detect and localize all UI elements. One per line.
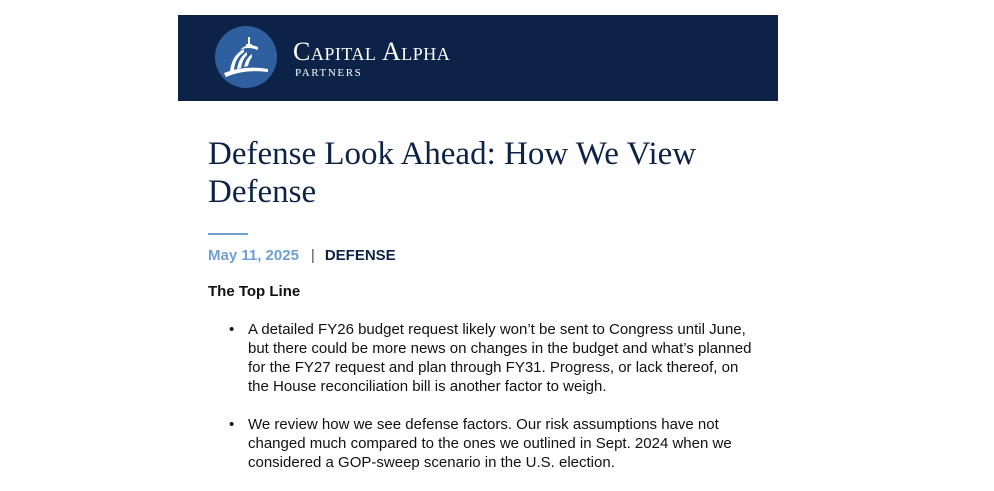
article-meta <box>208 247 768 265</box>
bullet-icon: • <box>229 416 235 433</box>
bullet-list <box>208 320 768 472</box>
capitol-dome-icon <box>214 25 278 89</box>
meta-separator: | <box>310 247 315 264</box>
article <box>208 135 768 491</box>
bullet-icon: • <box>229 321 235 338</box>
section-heading: The Top Line <box>208 283 301 300</box>
list-item <box>208 320 753 396</box>
article-title: Defense Look Ahead: How We View Defense <box>208 136 697 210</box>
bullet-text: A detailed FY26 budget request likely won’t be sent to Congress until June, but there could be more news on changes in the budget and what’s planned for the FY27 request and plan through FY31. Progress, or lack thereof, on the House reconciliation bill is another factor to weigh. <box>248 321 752 395</box>
bullet-text: We review how we see defense factors. Our risk assumptions have not changed much compared to the ones we outlined in Sept. 2024 when we considered a GOP-sweep scenario in the U.S. election. <box>248 416 732 471</box>
article-date: May 11, 2025 <box>208 247 299 264</box>
list-item <box>208 415 753 472</box>
brand-wordmark <box>293 39 450 79</box>
brand-subtitle: PARTNERS <box>295 67 363 79</box>
title-divider <box>208 233 248 235</box>
brand-name: Capital Alpha <box>293 37 451 66</box>
article-category[interactable]: DEFENSE <box>324 247 396 264</box>
header-banner <box>178 15 778 101</box>
